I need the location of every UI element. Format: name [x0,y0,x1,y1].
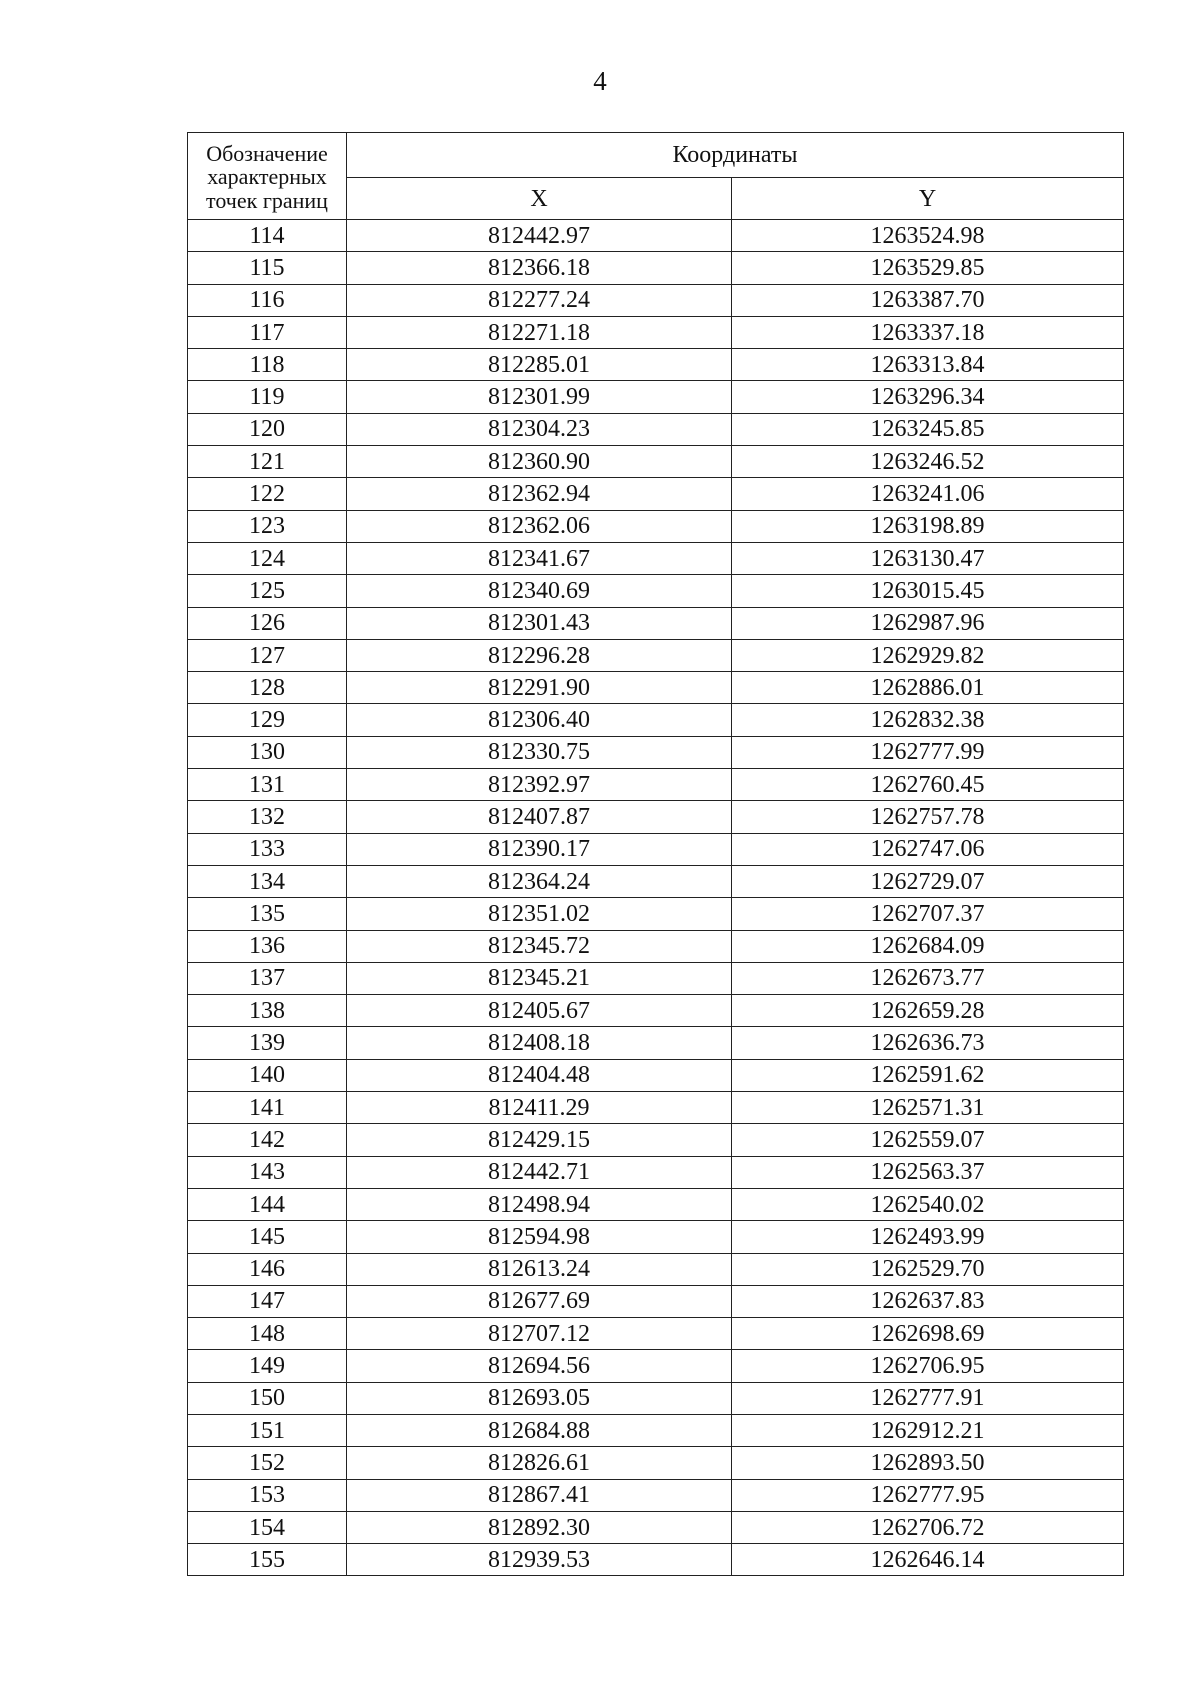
y-coordinate-cell: 1262893.50 [732,1447,1124,1479]
y-coordinate-cell: 1262777.95 [732,1479,1124,1511]
x-coordinate-cell: 812408.18 [347,1027,732,1059]
point-id-cell: 125 [188,575,347,607]
table-row [188,510,1124,542]
x-coordinate-cell: 812271.18 [347,316,732,348]
y-coordinate-cell: 1262637.83 [732,1285,1124,1317]
table-row [188,607,1124,639]
x-coordinate-cell: 812360.90 [347,446,732,478]
table-row [188,349,1124,381]
x-coordinate-cell: 812498.94 [347,1188,732,1220]
table-row [188,575,1124,607]
point-id-cell: 120 [188,413,347,445]
table-row [188,284,1124,316]
table-row [188,1414,1124,1446]
x-coordinate-cell: 812351.02 [347,898,732,930]
y-coordinate-cell: 1262777.91 [732,1382,1124,1414]
y-coordinate-cell: 1262929.82 [732,639,1124,671]
x-coordinate-cell: 812390.17 [347,833,732,865]
y-coordinate-cell: 1262707.37 [732,898,1124,930]
point-id-cell: 138 [188,995,347,1027]
table-row [188,995,1124,1027]
table-row [188,898,1124,930]
table-row [188,1156,1124,1188]
y-coordinate-cell: 1262912.21 [732,1414,1124,1446]
point-id-cell: 121 [188,446,347,478]
table-row [188,446,1124,478]
y-coordinate-cell: 1262747.06 [732,833,1124,865]
point-id-cell: 150 [188,1382,347,1414]
coordinates-table [187,132,1124,1576]
table-row [188,1318,1124,1350]
x-coordinate-cell: 812330.75 [347,736,732,768]
y-coordinate-cell: 1262646.14 [732,1544,1124,1576]
page-number: 4 [593,66,607,96]
y-coordinate-cell: 1262540.02 [732,1188,1124,1220]
table-row [188,1544,1124,1576]
table-row [188,962,1124,994]
point-id-cell: 124 [188,542,347,574]
table-row [188,930,1124,962]
point-id-cell: 149 [188,1350,347,1382]
point-id-cell: 155 [188,1544,347,1576]
point-id-cell: 151 [188,1414,347,1446]
point-id-cell: 139 [188,1027,347,1059]
x-coordinate-cell: 812707.12 [347,1318,732,1350]
x-coordinate-cell: 812404.48 [347,1059,732,1091]
table-row [188,220,1124,252]
table-row [188,1027,1124,1059]
y-coordinate-cell: 1263246.52 [732,446,1124,478]
table-row [188,1188,1124,1220]
x-coordinate-cell: 812301.99 [347,381,732,413]
point-id-cell: 128 [188,672,347,704]
x-coordinate-cell: 812613.24 [347,1253,732,1285]
table-row [188,769,1124,801]
point-id-cell: 148 [188,1318,347,1350]
y-coordinate-cell: 1263130.47 [732,542,1124,574]
y-coordinate-cell: 1262698.69 [732,1318,1124,1350]
y-coordinate-cell: 1262493.99 [732,1221,1124,1253]
x-coordinate-cell: 812867.41 [347,1479,732,1511]
x-coordinate-cell: 812364.24 [347,865,732,897]
point-id-cell: 115 [188,252,347,284]
header-coordinates: Координаты [347,133,1124,178]
table-row [188,316,1124,348]
x-coordinate-cell: 812340.69 [347,575,732,607]
point-id-cell: 145 [188,1221,347,1253]
x-coordinate-cell: 812296.28 [347,639,732,671]
y-coordinate-cell: 1262706.72 [732,1511,1124,1543]
x-coordinate-cell: 812366.18 [347,252,732,284]
point-id-cell: 118 [188,349,347,381]
table-row [188,1059,1124,1091]
point-id-cell: 133 [188,833,347,865]
header-y: Y [732,178,1124,220]
x-coordinate-cell: 812277.24 [347,284,732,316]
y-coordinate-cell: 1262559.07 [732,1124,1124,1156]
y-coordinate-cell: 1262591.62 [732,1059,1124,1091]
point-id-cell: 123 [188,510,347,542]
x-coordinate-cell: 812291.90 [347,672,732,704]
table-header [188,133,1124,220]
table-row [188,1253,1124,1285]
y-coordinate-cell: 1263524.98 [732,220,1124,252]
y-coordinate-cell: 1263245.85 [732,413,1124,445]
x-coordinate-cell: 812594.98 [347,1221,732,1253]
y-coordinate-cell: 1262673.77 [732,962,1124,994]
point-id-cell: 140 [188,1059,347,1091]
x-coordinate-cell: 812392.97 [347,769,732,801]
x-coordinate-cell: 812677.69 [347,1285,732,1317]
point-id-cell: 117 [188,316,347,348]
point-id-cell: 132 [188,801,347,833]
point-id-cell: 143 [188,1156,347,1188]
point-id-cell: 141 [188,1092,347,1124]
x-coordinate-cell: 812429.15 [347,1124,732,1156]
point-id-cell: 137 [188,962,347,994]
point-id-cell: 126 [188,607,347,639]
x-coordinate-cell: 812362.94 [347,478,732,510]
y-coordinate-cell: 1262987.96 [732,607,1124,639]
table-row [188,1382,1124,1414]
table-row [188,1350,1124,1382]
point-id-cell: 135 [188,898,347,930]
y-coordinate-cell: 1262636.73 [732,1027,1124,1059]
x-coordinate-cell: 812341.67 [347,542,732,574]
x-coordinate-cell: 812892.30 [347,1511,732,1543]
table-row [188,1124,1124,1156]
x-coordinate-cell: 812285.01 [347,349,732,381]
table-row [188,639,1124,671]
y-coordinate-cell: 1263313.84 [732,349,1124,381]
y-coordinate-cell: 1262886.01 [732,672,1124,704]
point-id-cell: 153 [188,1479,347,1511]
header-x: X [347,178,732,220]
point-id-cell: 152 [188,1447,347,1479]
header-points: Обозначение характерных точек границ [188,133,347,220]
x-coordinate-cell: 812826.61 [347,1447,732,1479]
y-coordinate-cell: 1263529.85 [732,252,1124,284]
point-id-cell: 129 [188,704,347,736]
table-row [188,478,1124,510]
y-coordinate-cell: 1262832.38 [732,704,1124,736]
point-id-cell: 122 [188,478,347,510]
x-coordinate-cell: 812301.43 [347,607,732,639]
x-coordinate-cell: 812939.53 [347,1544,732,1576]
y-coordinate-cell: 1262777.99 [732,736,1124,768]
table-row [188,833,1124,865]
x-coordinate-cell: 812407.87 [347,801,732,833]
point-id-cell: 116 [188,284,347,316]
table-row [188,704,1124,736]
x-coordinate-cell: 812442.71 [347,1156,732,1188]
x-coordinate-cell: 812345.21 [347,962,732,994]
x-coordinate-cell: 812362.06 [347,510,732,542]
y-coordinate-cell: 1263198.89 [732,510,1124,542]
table-row [188,413,1124,445]
x-coordinate-cell: 812306.40 [347,704,732,736]
x-coordinate-cell: 812442.97 [347,220,732,252]
x-coordinate-cell: 812693.05 [347,1382,732,1414]
point-id-cell: 147 [188,1285,347,1317]
table-row [188,736,1124,768]
table-row [188,1092,1124,1124]
y-coordinate-cell: 1262529.70 [732,1253,1124,1285]
point-id-cell: 131 [188,769,347,801]
point-id-cell: 127 [188,639,347,671]
point-id-cell: 142 [188,1124,347,1156]
table-row [188,1511,1124,1543]
table-row [188,801,1124,833]
table-row [188,672,1124,704]
table-row [188,1221,1124,1253]
y-coordinate-cell: 1263296.34 [732,381,1124,413]
y-coordinate-cell: 1262571.31 [732,1092,1124,1124]
y-coordinate-cell: 1263387.70 [732,284,1124,316]
table-row [188,865,1124,897]
x-coordinate-cell: 812411.29 [347,1092,732,1124]
y-coordinate-cell: 1263337.18 [732,316,1124,348]
x-coordinate-cell: 812694.56 [347,1350,732,1382]
point-id-cell: 134 [188,865,347,897]
point-id-cell: 130 [188,736,347,768]
point-id-cell: 146 [188,1253,347,1285]
y-coordinate-cell: 1262706.95 [732,1350,1124,1382]
y-coordinate-cell: 1263241.06 [732,478,1124,510]
point-id-cell: 154 [188,1511,347,1543]
table-row [188,1479,1124,1511]
point-id-cell: 119 [188,381,347,413]
y-coordinate-cell: 1263015.45 [732,575,1124,607]
point-id-cell: 144 [188,1188,347,1220]
x-coordinate-cell: 812405.67 [347,995,732,1027]
x-coordinate-cell: 812684.88 [347,1414,732,1446]
y-coordinate-cell: 1262659.28 [732,995,1124,1027]
x-coordinate-cell: 812345.72 [347,930,732,962]
y-coordinate-cell: 1262757.78 [732,801,1124,833]
y-coordinate-cell: 1262563.37 [732,1156,1124,1188]
table-body [188,220,1124,1576]
table-row [188,1285,1124,1317]
table-row [188,381,1124,413]
table-row [188,542,1124,574]
point-id-cell: 136 [188,930,347,962]
table-row [188,1447,1124,1479]
table-row [188,252,1124,284]
point-id-cell: 114 [188,220,347,252]
x-coordinate-cell: 812304.23 [347,413,732,445]
y-coordinate-cell: 1262684.09 [732,930,1124,962]
y-coordinate-cell: 1262760.45 [732,769,1124,801]
y-coordinate-cell: 1262729.07 [732,865,1124,897]
